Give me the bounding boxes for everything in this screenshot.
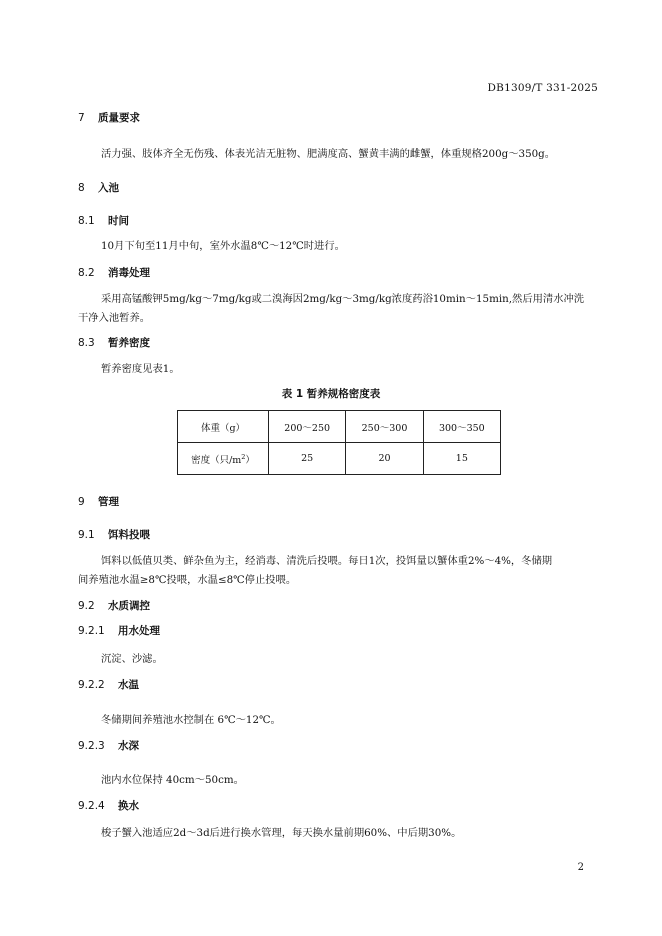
section-number: 9.2.3: [78, 740, 105, 752]
table-cell: 20: [346, 443, 423, 475]
section-number: 8.2: [78, 267, 95, 279]
section-number: 9.2.4: [78, 800, 105, 812]
section-9-heading: [78, 494, 119, 509]
section-9-1-text-line2: 间养殖池水温≥8℃投喂，水温≤8℃停止投喂。: [78, 574, 297, 586]
table-cell: 25: [269, 443, 346, 475]
section-number: 9.1: [78, 529, 95, 541]
section-8-3-heading: [78, 335, 150, 350]
section-title: 暂养密度: [108, 337, 150, 349]
table-cell: 300～350: [423, 411, 500, 443]
page-number: 2: [577, 862, 584, 873]
section-7-heading: [78, 110, 140, 125]
section-number: 8: [78, 182, 85, 194]
density-label-superscript: 2: [241, 452, 246, 461]
section-8-2-heading: [78, 265, 150, 280]
table-row: [178, 443, 501, 475]
section-8-2-text-line2: 干净入池暂养。: [78, 312, 151, 324]
section-number: 8.3: [78, 337, 95, 349]
section-number: 9.2.1: [78, 625, 105, 637]
table-caption: 表 1 暂养规格密度表: [281, 388, 381, 400]
section-number: 9.2.2: [78, 679, 105, 691]
density-label-end: ）: [245, 454, 255, 466]
table-cell: 15: [423, 443, 500, 475]
section-9-2-1-heading: [78, 623, 160, 638]
section-9-2-3-text: 池内水位保持 40cm～50cm。: [101, 774, 244, 786]
table-cell: 250～300: [346, 411, 423, 443]
density-table: [177, 410, 501, 475]
section-9-1-heading: [78, 527, 150, 542]
table-header-cell: [178, 443, 269, 475]
section-9-2-3-heading: [78, 738, 139, 753]
table-row: [178, 411, 501, 443]
section-title: 入池: [98, 182, 119, 194]
document-id: DB1309/T 331-2025: [487, 82, 598, 94]
section-title: 消毒处理: [108, 267, 150, 279]
section-title: 管理: [98, 496, 119, 508]
section-9-2-2-text: 冬储期间养殖池水控制在 6℃～12℃。: [101, 714, 281, 726]
table-header-cell: 体重（g）: [178, 411, 269, 443]
table-cell: 200～250: [269, 411, 346, 443]
section-title: 水温: [118, 679, 139, 691]
section-title: 时间: [108, 215, 129, 227]
section-8-1-text: 10月下旬至11月中旬，室外水温8℃～12℃时进行。: [101, 240, 345, 252]
section-title: 水质调控: [108, 600, 150, 612]
section-7-text: 活力强、肢体齐全无伤残、体表光洁无脏物、肥满度高、蟹黄丰满的雌蟹，体重规格200g～350g。: [101, 148, 556, 160]
density-label: 密度（只/m: [191, 454, 242, 466]
section-8-3-text: 暂养密度见表1。: [101, 363, 180, 375]
section-8-heading: [78, 180, 119, 195]
section-9-2-2-heading: [78, 677, 139, 692]
section-8-2-text-line1: 采用高锰酸钾5mg/kg～7mg/kg或二溴海因2mg/kg～3mg/kg浓度药浴10min～15min,然后用清水冲洗: [101, 293, 585, 305]
section-9-2-heading: [78, 598, 150, 613]
section-number: 7: [78, 112, 85, 124]
section-number: 9.2: [78, 600, 95, 612]
section-number: 8.1: [78, 215, 95, 227]
section-title: 水深: [118, 740, 139, 752]
section-title: 换水: [118, 800, 139, 812]
section-9-2-4-text: 梭子蟹入池适应2d～3d后进行换水管理，每天换水量前期60%、中后期30%。: [101, 827, 462, 839]
section-8-1-heading: [78, 213, 129, 228]
section-9-2-1-text: 沉淀、沙滤。: [101, 653, 163, 665]
section-9-2-4-heading: [78, 798, 139, 813]
section-title: 质量要求: [98, 112, 140, 124]
section-number: 9: [78, 496, 85, 508]
section-title: 饵料投喂: [108, 529, 150, 541]
section-title: 用水处理: [118, 625, 160, 637]
section-9-1-text-line1: 饵料以低值贝类、鲜杂鱼为主，经消毒、清洗后投喂。每日1次，投饵量以蟹体重2%～4%，冬储期: [101, 555, 553, 567]
